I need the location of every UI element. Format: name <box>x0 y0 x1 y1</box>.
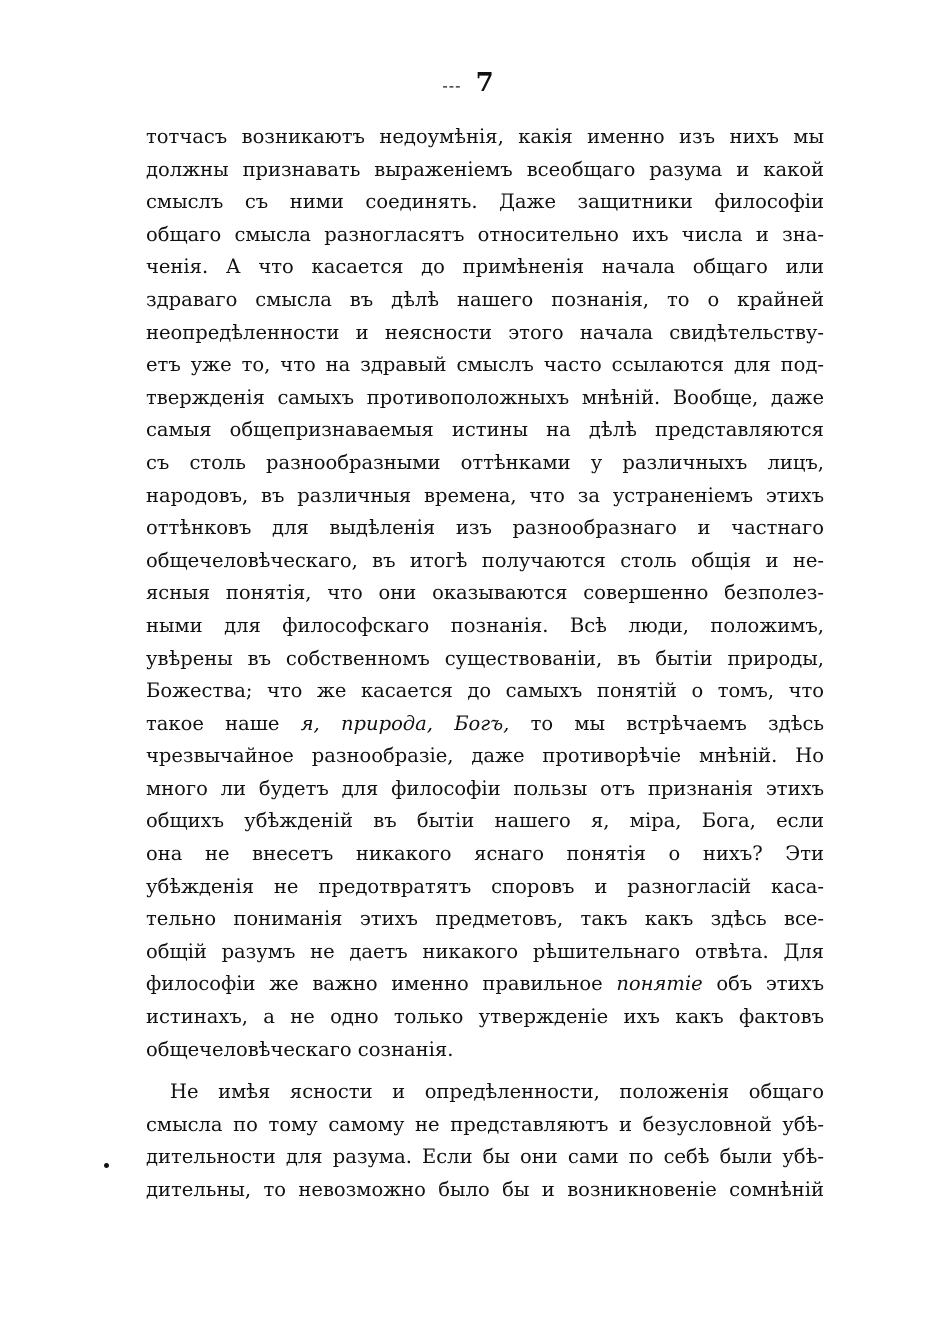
text-line: ными для философскаго познанія. Всѣ люди, положимъ, <box>146 613 824 637</box>
text-line: убѣжденія не предотвратятъ споровъ и разногласій каса- <box>146 874 824 898</box>
text-run: такое наше <box>146 711 301 735</box>
text-line: общаго смысла разногласятъ относительно ихъ числа и зна- <box>146 222 824 246</box>
body-text <box>146 121 824 1207</box>
text-line: Божества; что же касается до самыхъ понятій о томъ, что <box>146 679 824 703</box>
text-line: ясныя понятія, что они оказываются совершенно безполез- <box>146 581 824 605</box>
text-line: истинахъ, а не одно только утвержденіе ихъ какъ фактовъ <box>146 1005 824 1029</box>
italic-text-run: я, природа, Богъ, <box>300 711 510 735</box>
text-run: философіи же важно именно правильное <box>146 972 617 996</box>
ink-speck <box>104 1163 109 1168</box>
text-line: должны признавать выраженіемъ всеобщаго разума и какой <box>146 157 824 181</box>
page-number: 7 <box>475 68 494 98</box>
text-line: она не внесетъ никакого яснаго понятія о нихъ? Эти <box>146 842 824 866</box>
text-line: общихъ убѣжденій въ бытіи нашего я, міра, Бога, если <box>146 809 824 833</box>
text-run: объ этихъ <box>702 972 824 996</box>
paragraph-gap <box>146 1066 824 1076</box>
text-line: здраваго смысла въ дѣлѣ нашего познанія, то о крайней <box>146 287 824 311</box>
text-line: етъ уже то, что на здравый смыслъ часто ссылаются для под- <box>146 353 824 377</box>
text-line: съ столь разнообразными оттѣнками у различныхъ лицъ, <box>146 450 824 474</box>
paragraph <box>146 1076 824 1206</box>
text-line: общечеловѣческаго сознанія. <box>146 1037 454 1061</box>
text-line: народовъ, въ различныя времена, что за устраненіемъ этихъ <box>146 483 824 507</box>
text-line: самыя общепризнаваемыя истины на дѣлѣ представляются <box>146 418 824 442</box>
text-line: дительны, то невозможно было бы и возникновеніе сомнѣній <box>146 1178 824 1201</box>
text-line: смыслъ съ ними соединять. Даже защитники философіи <box>146 190 824 214</box>
text-line: чрезвычайное разнообразіе, даже противорѣчіе мнѣній. Но <box>146 744 824 768</box>
text-run: то мы встрѣчаемъ здѣсь <box>509 711 824 735</box>
header-dash: --- <box>442 76 462 95</box>
italic-text-run: понятіе <box>616 972 703 996</box>
text-line: Не имѣя ясности и опредѣленности, положенія общаго <box>170 1080 824 1104</box>
text-line: твержденія самыхъ противоположныхъ мнѣній. Вообще, даже <box>146 385 824 409</box>
text-line: много ли будетъ для философіи пользы отъ признанія этихъ <box>146 776 824 800</box>
page-header <box>0 68 936 101</box>
text-line: общій разумъ не даетъ никакого рѣшительнаго отвѣта. Для <box>146 939 824 963</box>
text-line: тельно пониманія этихъ предметовъ, такъ какъ здѣсь все- <box>146 907 824 931</box>
text-line: увѣрены въ собственномъ существованіи, въ бытіи природы, <box>146 646 824 670</box>
text-line: смысла по тому самому не представляютъ и безусловной убѣ- <box>146 1112 824 1136</box>
text-line: дительности для разума. Если бы они сами по себѣ были убѣ- <box>146 1145 824 1169</box>
text-line-with-italics <box>146 968 824 1001</box>
text-line-with-italics <box>146 708 824 741</box>
text-line: оттѣнковъ для выдѣленія изъ разнообразнаго и частнаго <box>146 516 824 540</box>
paragraph <box>146 121 824 1066</box>
text-line: тотчасъ возникаютъ недоумѣнія, какія именно изъ нихъ мы <box>146 125 824 148</box>
text-line: ченія. А что касается до примѣненія начала общаго или <box>146 255 824 279</box>
text-line: общечеловѣческаго, въ итогѣ получаются столь общія и не- <box>146 548 824 572</box>
text-line: неопредѣленности и неясности этого начала свидѣтельству- <box>146 320 824 344</box>
